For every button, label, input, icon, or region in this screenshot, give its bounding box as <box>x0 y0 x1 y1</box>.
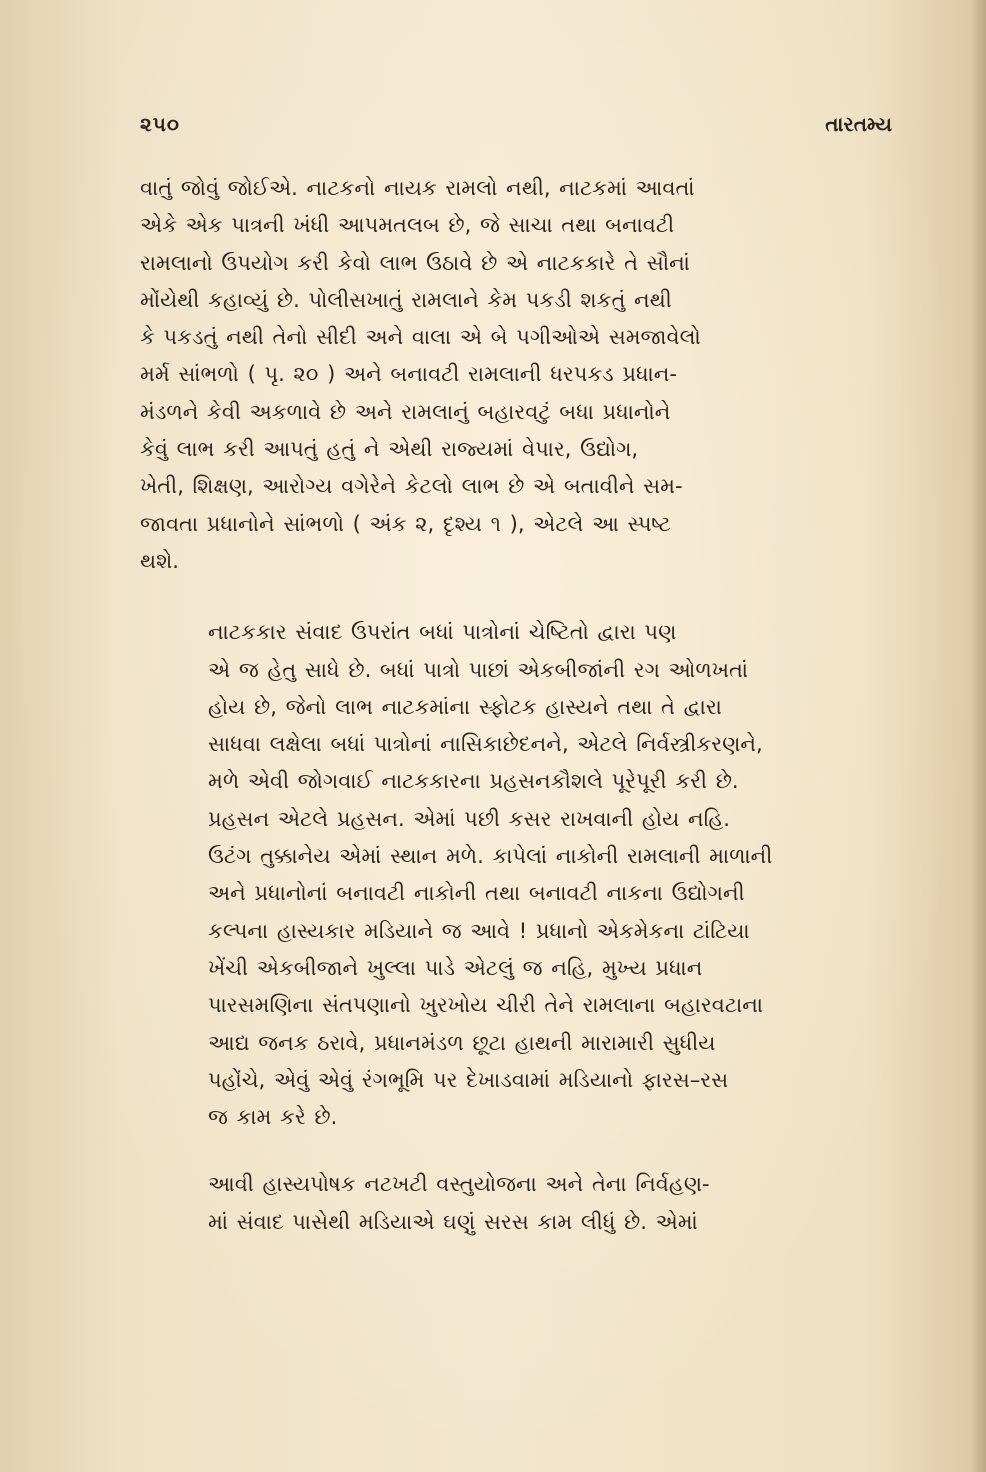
text-line: આવી હાસ્યપોષક નટખટી વસ્તુયોજના અને તેના નિર્વહણ- <box>208 1172 710 1197</box>
text-line: ઉટંગ તુક્કાનેય એમાં સ્થાન મળે. કાપેલાં નાકોની રામલાની માળાની <box>208 844 773 869</box>
text-line: મર્મ સાંભળો ( પૃ. ૨૦ ) અને બનાવટી રામલાની ધરપકડ પ્રધાન- <box>140 362 677 387</box>
page-header <box>140 112 892 146</box>
text-line: માં સંવાદ પાસેથી મડિયાએ ઘણું સરસ કામ લીધું છે. એમાં <box>208 1209 698 1234</box>
text-line: પારસમણિના સંતપણાનો ખુરખોય ચીરી તેને રામલાના બહારવટાના <box>208 993 764 1018</box>
text-line: કલ્પના હાસ્યકાર મડિયાને જ આવે ! પ્રધાનો એકમેકના ટાંટિયા <box>208 918 750 943</box>
text-line: જાવતા પ્રધાનોને સાંભળો ( અંક ૨, દૃશ્ય ૧ ), એટલે આ સ્પષ્ટ <box>140 511 671 536</box>
text-line: ખેતી, શિક્ષણ, આરોગ્ય વગેરેને કેટલો લાભ છે એ બતાવીને સમ- <box>140 474 683 499</box>
text-line: નાટકકાર સંવાદ ઉપરાંત બધાં પાત્રોનાં ચેષ્ટિતો દ્વારા પણ <box>208 620 677 645</box>
text-line: હોય છે, જેનો લાભ નાટકમાંના સ્ફોટક હાસ્યને તથા તે દ્વારા <box>208 694 722 719</box>
text-line: મોંયેથી કહાવ્યું છે. પોલીસખાતું રામલાને કેમ પકડી શકતું નથી <box>140 287 672 312</box>
text-line: ખેંચી એકબીજાને ખુલ્લા પાડે એટલું જ નહિ, મુખ્ય પ્રધાન <box>208 955 703 980</box>
text-line: થશે. <box>140 548 179 573</box>
text-line: વાતું જોવું જોઈએ. નાટકનો નાયક રામલો નથી, નાટકમાં આવતાં <box>140 176 695 200</box>
text-line: પહોંચે, એવું એવું રંગભૂમિ પર દેખાડવામાં મડિયાનો ફારસ–રસ <box>208 1067 729 1092</box>
page-number: ૨૫૦ <box>140 112 180 136</box>
text-line: કે પકડતું નથી તેનો સીદી અને વાલા એ બે પગીઓએ સમજાવેલો <box>140 325 701 350</box>
text-line: કેવું લાભ કરી આપતું હતું ને એથી રાજ્યમાં વેપાર, ઉદ્યોગ, <box>140 437 639 462</box>
paragraph <box>140 170 892 580</box>
text-line: મળે એવી જોગવાઈ નાટકકારના પ્રહસનકૌશલે પૂરેપૂરી કરી છે. <box>208 769 739 794</box>
text-line: સાધવા લક્ષેલા બધાં પાત્રોનાં નાસિકાછેદનને, એટલે નિર્વસ્ત્રીકરણને, <box>208 732 763 757</box>
running-head: તારતમ્ય <box>825 112 892 136</box>
text-line: એ જ હેતુ સાધે છે. બધાં પાત્રો પાછાં એકબીજાંની રગ ઓળખતાં <box>208 657 749 682</box>
text-line: મંડળને કેવી અકળાવે છે અને રામલાનું બહારવટું બધા પ્રધાનોને <box>140 399 671 424</box>
text-line: જ કામ કરે છે. <box>208 1105 338 1130</box>
text-line: પ્રહસન એટલે પ્રહસન. એમાં પછી કસર રાખવાની હોય નહિ. <box>208 806 730 831</box>
page-body <box>140 170 892 1241</box>
page-spine-shadow <box>970 0 986 1472</box>
paragraph <box>140 614 892 1136</box>
text-line: એકે એક પાત્રની ખંધી આપમતલબ છે, જે સાચા તથા બનાવટી <box>140 213 675 238</box>
text-line: રામલાનો ઉપયોગ કરી કેવો લાભ ઉઠાવે છે એ નાટકકારે તે સૌનાં <box>140 250 690 275</box>
text-line: આદ્ય જનક ઠરાવે, પ્રધાનમંડળ છૂટા હાથની મારામારી સુધીય <box>208 1030 716 1055</box>
paragraph <box>140 1166 892 1241</box>
text-line: અને પ્રધાનોનાં બનાવટી નાકોની તથા બનાવટી નાકના ઉદ્યોગની <box>208 881 745 906</box>
